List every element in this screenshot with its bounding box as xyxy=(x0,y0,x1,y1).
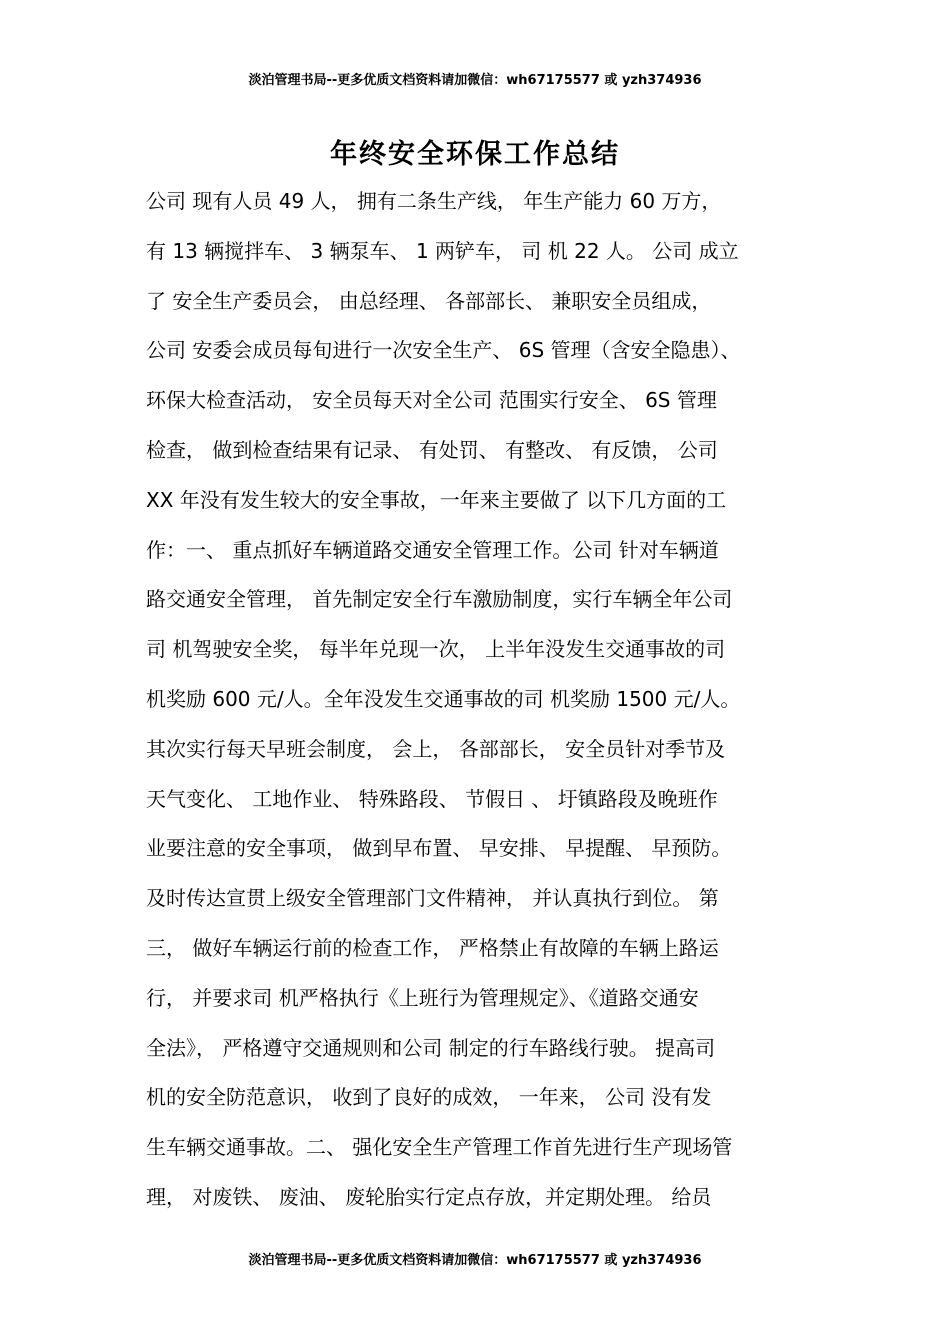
body-line: 司 机驾驶安全奖， 每半年兑现一次， 上半年没发生交通事故的司 xyxy=(146,637,726,662)
body-line: 作：一、 重点抓好车辆道路交通安全管理工作。公司 针对车辆道 xyxy=(146,537,719,562)
body-line: 三， 做好车辆运行前的检查工作， 严格禁止有故障的车辆上路运 xyxy=(146,935,719,960)
body-line: 公司 现有人员 49 人， 拥有二条生产线， 年生产能力 60 万方， xyxy=(146,189,722,213)
body-line: 生车辆交通事故。二、 强化安全生产管理工作首先进行生产现场管 xyxy=(146,1135,733,1160)
body-line: 机奖励 600 元/人。全年没发生交通事故的司 机奖励 1500 元/人。 xyxy=(146,686,741,711)
document-body xyxy=(146,184,816,1230)
body-line: 其次实行每天早班会制度， 会上， 各部部长， 安全员针对季节及 xyxy=(146,736,726,761)
footer-note: 淡泊管理书局--更多优质文档资料请加微信：wh67175577 或 yzh374936 xyxy=(248,1253,702,1268)
header-note: 淡泊管理书局--更多优质文档资料请加微信：wh67175577 或 yzh374936 xyxy=(248,73,702,88)
body-line: XX 年没有发生较大的安全事故，一年来主要做了 以下几方面的工 xyxy=(146,487,727,512)
body-line: 行， 并要求司 机严格执行《上班行为管理规定》、《道路交通安 xyxy=(146,985,699,1010)
body-line: 检查， 做到检查结果有记录、 有处罚、 有整改、 有反馈， 公司 xyxy=(146,437,718,462)
body-line: 环保大检查活动， 安全员每天对全公司 范围实行安全、 6S 管理 xyxy=(146,388,717,413)
body-line: 公司 安委会成员每旬进行一次安全生产、 6S 管理（含安全隐患）、 xyxy=(146,338,741,363)
body-line: 路交通安全管理， 首先制定安全行车激励制度，实行车辆全年公司 xyxy=(146,587,733,612)
body-line: 全法》， 严格遵守交通规则和公司 制定的行车路线行驶。 提高司 xyxy=(146,1035,716,1060)
body-line: 天气变化、 工地作业、 特殊路段、 节假日 、 圩镇路段及晚班作 xyxy=(146,786,718,811)
body-line: 有 13 辆搅拌车、 3 辆泵车、 1 两铲车， 司 机 22 人。 公司 成立 xyxy=(146,238,739,263)
body-line: 了 安全生产委员会， 由总经理、 各部部长、 兼职安全员组成， xyxy=(146,288,712,313)
body-line: 理， 对废铁、 废油、 废轮胎实行定点存放，并定期处理。 给员 xyxy=(146,1184,712,1209)
body-line: 及时传达宣贯上级安全管理部门文件精神， 并认真执行到位。 第 xyxy=(146,886,719,911)
body-line: 业要注意的安全事项， 做到早布置、 早安排、 早提醒、 早预防。 xyxy=(146,836,732,861)
body-line: 机的安全防范意识， 收到了良好的成效， 一年来， 公司 没有发 xyxy=(146,1085,712,1110)
document-title: 年终安全环保工作总结 xyxy=(330,139,620,170)
